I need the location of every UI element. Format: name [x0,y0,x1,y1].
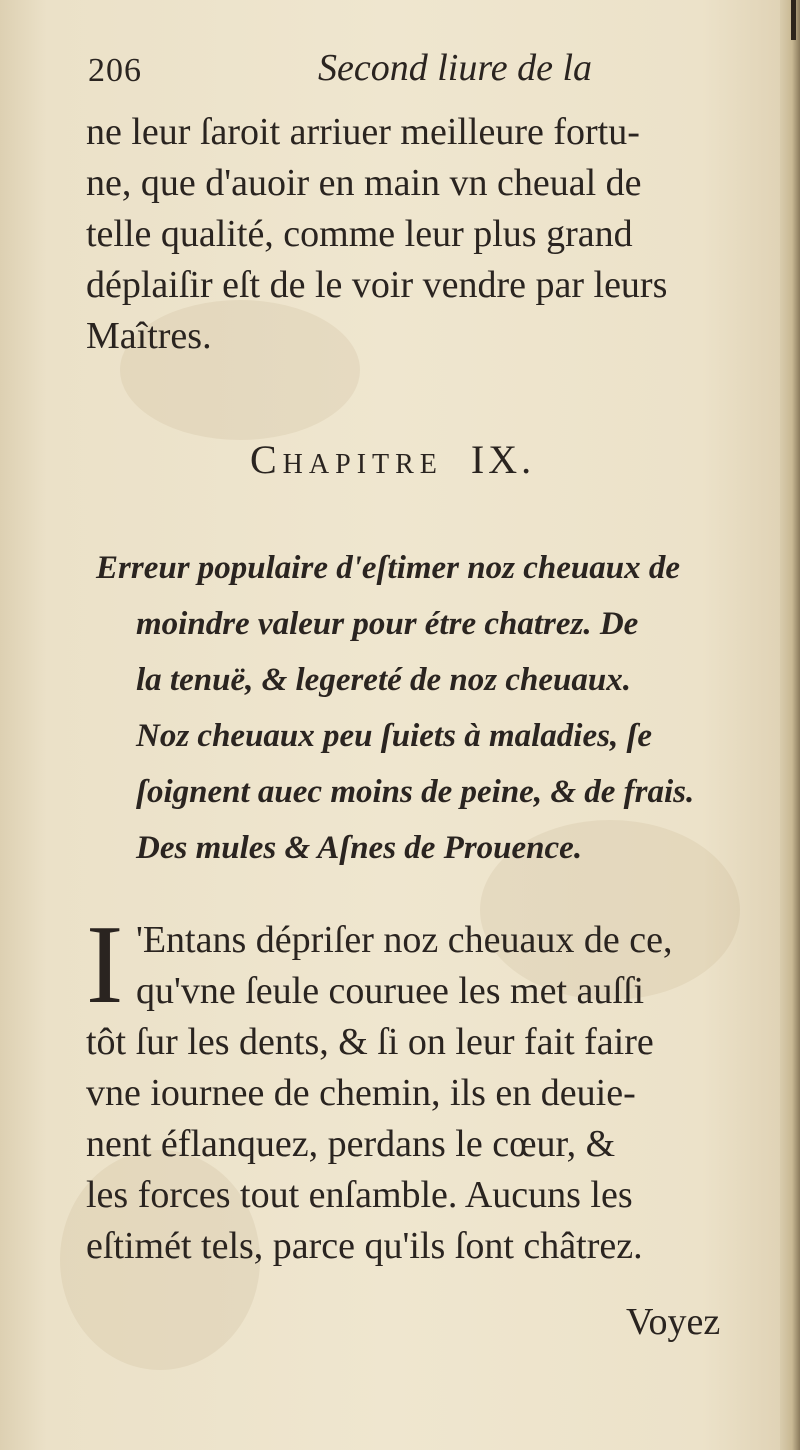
text-line: qu'vne ſeule couruee les met auſſi [136,970,645,1012]
page-edge [780,0,800,1450]
summary-line: la tenuë, & legereté de noz cheuaux. [136,662,631,698]
text-line: ne leur ſaroit arriuer meilleure fortu- [86,111,640,153]
summary-line: ſoignent auec moins de peine, & de frais. [136,774,695,810]
text-line: telle qualité, comme leur plus grand [86,213,633,255]
dropcap-block [86,903,756,1027]
chapter-word: Chapitre [250,437,443,482]
chapter-number: IX. [470,437,536,482]
summary-line: Des mules & Aſnes de Prouence. [136,830,583,866]
text-line: eſtimét tels, parce qu'ils ſont châtrez. [86,1225,643,1267]
summary-line: moindre valeur pour étre chatrez. De [136,606,639,642]
text-line: Maîtres. [86,315,212,357]
text-line: ne, que d'auoir en main vn cheual de [86,162,642,204]
text-line: déplaiſir eſt de le voir vendre par leurs [86,264,668,306]
page-header [88,46,688,94]
text-line: les forces tout enſamble. Aucuns les [86,1174,633,1216]
chapter-heading [250,436,535,483]
chapter-body [86,903,756,1272]
text-line: vne iournee de chemin, ils en deuie- [86,1072,636,1114]
drop-cap: I [86,903,124,1027]
chapter-summary [96,540,766,876]
top-paragraph [86,107,756,362]
page-number: 206 [88,52,142,89]
catchword: Voyez [626,1301,721,1343]
summary-line: Noz cheuaux peu ſuiets à maladies, ſe [136,718,653,754]
text-line: tôt ſur les dents, & ſi on leur fait faire [86,1021,654,1063]
running-head: Second liure de la [318,47,593,89]
text-line: nent éflanquez, perdans le cœur, & [86,1123,616,1165]
summary-line: Erreur populaire d'eſtimer noz cheuaux de [96,550,680,586]
text-line: 'Entans dépriſer noz cheuaux de ce, [136,919,673,961]
binding-mark [791,0,796,40]
